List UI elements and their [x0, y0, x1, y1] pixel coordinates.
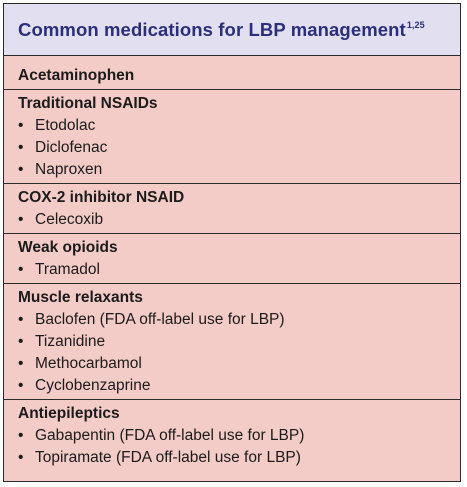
bullet-icon: •: [18, 333, 24, 350]
section-heading: Weak opioids: [18, 239, 118, 256]
medication-section: [4, 184, 460, 234]
bullet-icon: •: [18, 117, 24, 134]
table-body: [4, 56, 460, 471]
medications-table: [3, 3, 461, 482]
medication-section: [4, 234, 460, 284]
section-heading: COX-2 inhibitor NSAID: [18, 189, 185, 206]
medication-name: Methocarbamol: [35, 355, 142, 372]
medication-name: Tizanidine: [35, 333, 106, 350]
medication-section: [4, 90, 460, 184]
medication-name: Etodolac: [35, 117, 96, 134]
medication-list-item: [18, 209, 460, 231]
medication-name: Naproxen: [35, 161, 103, 178]
section-heading: Acetaminophen: [18, 67, 135, 84]
medication-list-item: [18, 115, 460, 137]
bullet-icon: •: [18, 139, 24, 156]
medication-section: [4, 64, 460, 90]
medication-list-item: [18, 353, 460, 375]
medication-name: Baclofen (FDA off-label use for LBP): [35, 311, 285, 328]
title-reference-superscript: 1,25: [406, 19, 425, 30]
bullet-icon: •: [18, 211, 24, 228]
medication-section: [4, 284, 460, 400]
medication-name: Tramadol: [35, 261, 100, 278]
bullet-icon: •: [18, 161, 24, 178]
medication-name: Celecoxib: [35, 211, 104, 228]
bullet-icon: •: [18, 311, 24, 328]
bullet-icon: •: [18, 377, 24, 394]
bullet-icon: •: [18, 449, 24, 466]
table-title: [18, 19, 425, 41]
medication-list-item: [18, 375, 460, 397]
medication-section: [4, 400, 460, 471]
bullet-icon: •: [18, 261, 24, 278]
medication-list-item: [18, 309, 460, 331]
medication-name: Cyclobenzaprine: [35, 377, 151, 394]
medication-name: Gabapentin (FDA off-label use for LBP): [35, 427, 305, 444]
medication-list-item: [18, 447, 460, 469]
section-heading: Muscle relaxants: [18, 289, 143, 306]
table-title-text: Common medications for LBP management: [18, 18, 406, 40]
medication-list-item: [18, 425, 460, 447]
bullet-icon: •: [18, 355, 24, 372]
section-heading: Antiepileptics: [18, 405, 120, 422]
medication-list-item: [18, 159, 460, 181]
table-title-bar: [4, 4, 460, 56]
medication-list-item: [18, 259, 460, 281]
bullet-icon: •: [18, 427, 24, 444]
medication-name: Diclofenac: [35, 139, 108, 156]
section-heading: Traditional NSAIDs: [18, 95, 158, 112]
medication-name: Topiramate (FDA off-label use for LBP): [35, 449, 301, 466]
medication-list-item: [18, 137, 460, 159]
medication-list-item: [18, 331, 460, 353]
